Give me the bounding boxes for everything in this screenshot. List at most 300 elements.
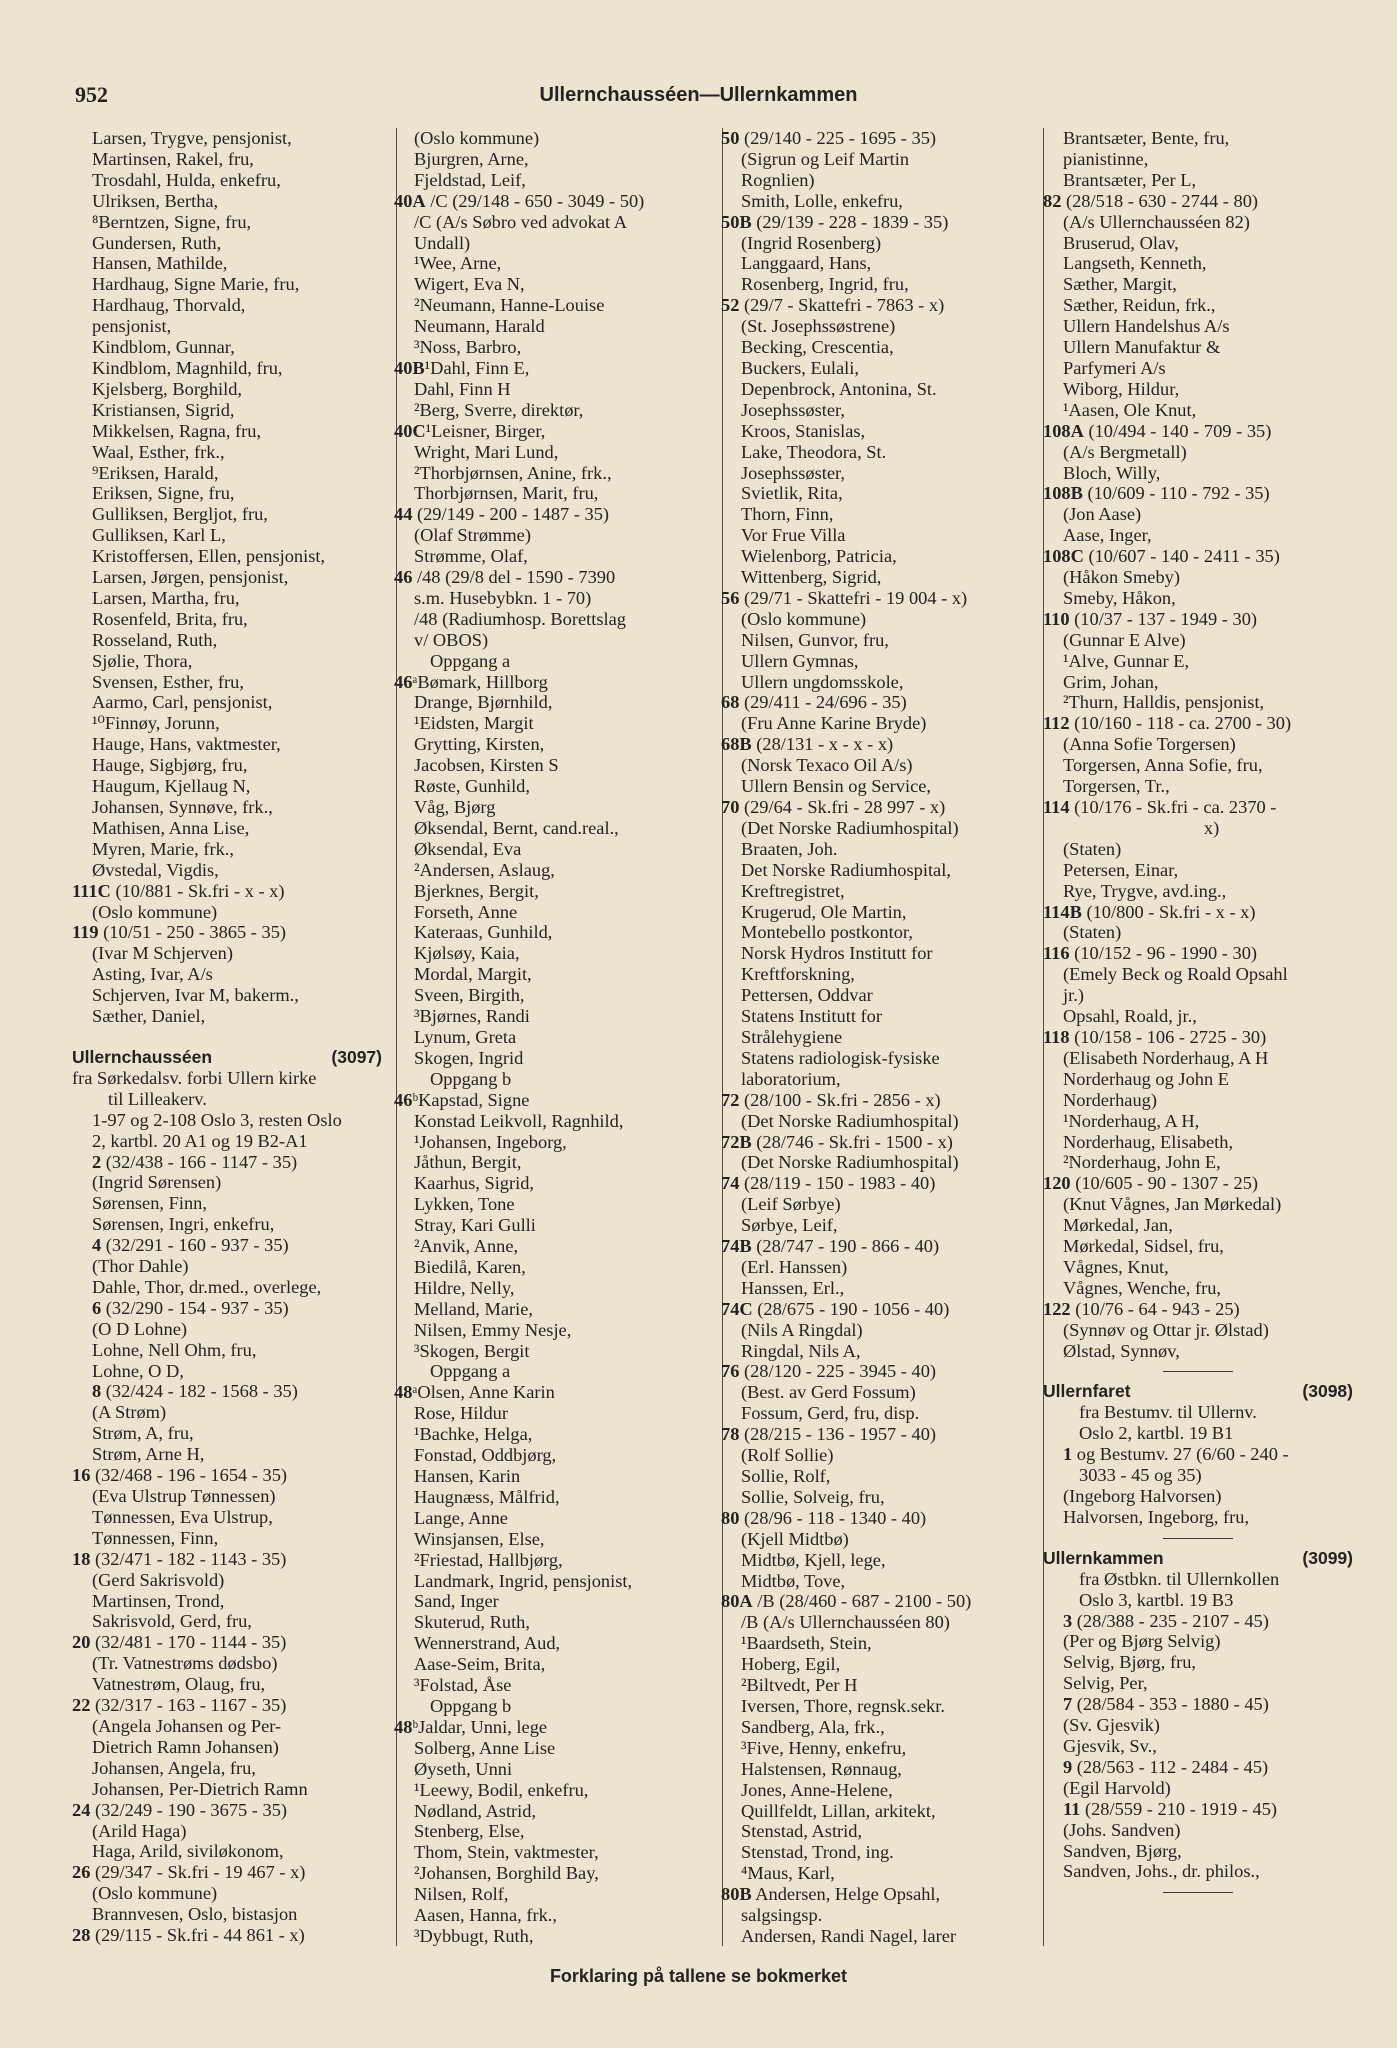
directory-column-4 — [1043, 128, 1353, 1902]
entry-text: Sørensen, Finn, — [92, 1193, 207, 1214]
entry-text: Kreftregistret, — [741, 880, 845, 901]
house-entry — [721, 212, 1031, 233]
directory-line — [72, 316, 382, 337]
entry-text: (Håkon Smeby) — [1063, 567, 1180, 588]
directory-line — [72, 1841, 382, 1862]
entry-text: (Ingeborg Halvorsen) — [1063, 1486, 1222, 1506]
directory-line — [721, 1675, 1031, 1696]
entry-text: Ringdal, Nils A, — [741, 1340, 861, 1361]
directory-line — [721, 421, 1031, 442]
house-entry — [1043, 546, 1353, 567]
directory-line — [394, 734, 704, 755]
entry-text: (Det Norske Radiumhospital) — [741, 817, 959, 838]
directory-line — [72, 672, 382, 693]
directory-line — [721, 1863, 1031, 1884]
directory-line — [394, 1257, 704, 1278]
directory-line — [72, 442, 382, 463]
directory-line — [721, 546, 1031, 567]
house-entry — [72, 1381, 382, 1402]
directory-line — [721, 609, 1031, 630]
directory-line — [72, 1172, 382, 1193]
entry-text: (Anna Sofie Torgersen) — [1063, 734, 1236, 755]
entry-text: Josephssøster, — [741, 399, 845, 420]
directory-line — [1043, 1778, 1353, 1799]
house-entry — [721, 1361, 1031, 1382]
house-number: 50 — [721, 128, 740, 148]
house-number: 11 — [1063, 1798, 1081, 1819]
entry-text: (10/881 - Sk.fri - x - x) — [110, 880, 285, 901]
entry-text: Ølstad, Synnøv, — [1063, 1340, 1180, 1361]
house-entry — [394, 191, 704, 212]
directory-line — [72, 1340, 382, 1361]
house-entry — [1043, 1173, 1353, 1194]
entry-text: (28/120 - 225 - 3945 - 40) — [739, 1361, 937, 1382]
entry-text: (10/607 - 140 - 2411 - 35) — [1083, 546, 1280, 567]
directory-line — [721, 1194, 1031, 1215]
entry-text: /C (A/s Søbro ved advokat A — [414, 211, 628, 232]
house-number: 111C — [72, 880, 111, 901]
directory-line — [394, 797, 704, 818]
directory-line — [394, 1821, 704, 1842]
directory-line — [72, 1737, 382, 1758]
entry-text: Oppgang b — [430, 1695, 512, 1716]
entry-text: Nilsen, Gunvor, fru, — [741, 629, 889, 650]
street-name: Ullernchausséen — [72, 1046, 213, 1067]
entry-text: Svensen, Esther, fru, — [92, 671, 244, 692]
house-number: 1 — [1063, 1444, 1073, 1465]
entry-text: (28/215 - 136 - 1957 - 40) — [739, 1424, 937, 1445]
directory-line — [1043, 755, 1353, 776]
entry-text: Øksendal, Eva — [414, 838, 522, 859]
house-number: 119 — [72, 922, 99, 943]
house-number: 24 — [72, 1799, 91, 1820]
directory-line — [394, 337, 704, 358]
house-number: 110 — [1043, 608, 1070, 629]
street-name: Ullernkammen — [1043, 1547, 1164, 1568]
directory-line — [394, 546, 704, 567]
entry-text: Ullern Handelshus A/s — [1063, 316, 1230, 337]
entry-text: (10/160 - 118 - ca. 2700 - 30) — [1069, 713, 1292, 734]
directory-line — [394, 442, 704, 463]
entry-text: Buckers, Eulali, — [741, 357, 859, 378]
house-number: 48 — [394, 1382, 413, 1403]
entry-text: (10/158 - 106 - 2725 - 30) — [1069, 1026, 1267, 1047]
house-number: 112 — [1043, 713, 1070, 734]
entry-text: (Gunnar E Alve) — [1063, 629, 1186, 650]
house-number: 7 — [1063, 1694, 1073, 1715]
directory-line — [72, 964, 382, 985]
directory-line — [721, 985, 1031, 1006]
entry-text: Røste, Gunhild, — [414, 776, 530, 797]
directory-line — [1043, 881, 1353, 902]
entry-text: laboratorium, — [741, 1068, 841, 1089]
directory-line — [394, 1801, 704, 1822]
directory-line — [721, 818, 1031, 839]
directory-line — [394, 1424, 704, 1445]
entry-text: ¹Aasen, Ole Knut, — [1063, 399, 1197, 420]
directory-line — [72, 1507, 382, 1528]
entry-text: Haga, Arild, siviløkonom, — [92, 1841, 284, 1862]
directory-line — [394, 1341, 704, 1362]
directory-line — [1043, 274, 1353, 295]
directory-column-2 — [394, 128, 704, 1947]
directory-line — [394, 860, 704, 881]
entry-text: ¹⁰Finnøy, Jorunn, — [92, 713, 220, 734]
entry-text: 2, kartbl. 20 A1 og 19 B2-A1 — [92, 1130, 308, 1151]
entry-text: Ulriksen, Bertha, — [92, 190, 219, 211]
entry-text: Solberg, Anne Lise — [414, 1737, 556, 1758]
house-number: 48 — [394, 1716, 413, 1737]
directory-line — [721, 463, 1031, 484]
directory-line — [1043, 1006, 1353, 1027]
house-number: 40A — [394, 190, 426, 211]
house-number: 74C — [721, 1298, 753, 1319]
house-number: 46 — [394, 671, 413, 692]
directory-line — [72, 755, 382, 776]
house-entry — [72, 1925, 382, 1946]
entry-text: (29/140 - 225 - 1695 - 35) — [739, 128, 937, 148]
entry-text: Pettersen, Oddvar — [741, 985, 873, 1006]
house-entry — [721, 1884, 1031, 1905]
directory-line — [394, 1278, 704, 1299]
entry-text: Dietrich Ramn Johansen) — [92, 1736, 279, 1757]
house-entry — [1043, 609, 1353, 630]
entry-text: Hardhaug, Thorvald, — [92, 295, 246, 316]
entry-text: Montebello postkontor, — [741, 922, 913, 943]
directory-line — [72, 902, 382, 923]
directory-line — [394, 1926, 704, 1947]
directory-line — [721, 1905, 1031, 1926]
entry-text: (Oslo kommune) — [92, 1883, 218, 1904]
directory-line — [72, 170, 382, 191]
entry-text: ³Folstad, Åse — [414, 1675, 512, 1696]
entry-text: Asting, Ivar, A/s — [92, 964, 213, 985]
entry-text: ᵇJaldar, Unni, lege — [412, 1716, 548, 1737]
entry-text: (Egil Harvold) — [1063, 1777, 1171, 1798]
directory-line — [394, 1905, 704, 1926]
directory-line — [72, 1110, 382, 1131]
directory-line — [72, 1006, 382, 1027]
entry-text: Vor Frue Villa — [741, 525, 846, 546]
entry-text: Stenstad, Astrid, — [741, 1821, 863, 1842]
entry-text: (32/471 - 182 - 1143 - 35) — [90, 1548, 287, 1569]
directory-line — [394, 1529, 704, 1550]
house-entry — [1043, 483, 1353, 504]
entry-text: (32/438 - 166 - 1147 - 35) — [101, 1151, 298, 1172]
entry-text: Lake, Theodora, St. — [741, 441, 887, 462]
entry-text: pensjonist, — [92, 316, 172, 337]
directory-line — [721, 630, 1031, 651]
directory-line — [72, 1361, 382, 1382]
directory-line — [1043, 170, 1353, 191]
directory-line — [1043, 253, 1353, 274]
entry-text: Aase-Seim, Brita, — [414, 1654, 546, 1675]
directory-line — [394, 630, 704, 651]
entry-text: (Det Norske Radiumhospital) — [741, 1110, 959, 1131]
directory-line — [721, 902, 1031, 923]
entry-text: Nødland, Astrid, — [414, 1800, 537, 1821]
entry-text: (O D Lohne) — [92, 1318, 187, 1339]
house-entry — [394, 672, 704, 693]
entry-text: (28/119 - 150 - 1983 - 40) — [739, 1173, 936, 1194]
directory-line — [72, 463, 382, 484]
house-entry — [394, 1382, 704, 1403]
entry-text: (10/800 - Sk.fri - x - x) — [1081, 901, 1256, 922]
directory-line — [72, 421, 382, 442]
entry-text: Schjerven, Ivar M, bakerm., — [92, 985, 299, 1006]
directory-line — [721, 713, 1031, 734]
directory-line — [1043, 588, 1353, 609]
house-number: 4 — [92, 1235, 102, 1256]
entry-text: ³Noss, Barbro, — [414, 337, 522, 358]
entry-text: ¹Alve, Gunnar E, — [1063, 650, 1190, 671]
entry-text: Ullern Manufaktur & — [1063, 337, 1221, 358]
entry-text: Gjesvik, Sv., — [1063, 1735, 1157, 1756]
entry-text: Norderhaug) — [1063, 1089, 1157, 1110]
directory-line — [72, 860, 382, 881]
entry-text: Smith, Lolle, enkefru, — [741, 190, 903, 211]
entry-text: (10/494 - 140 - 709 - 35) — [1083, 420, 1272, 441]
entry-text: (Eva Ulstrup Tønnessen) — [92, 1486, 276, 1506]
entry-text: Halstensen, Rønnaug, — [741, 1758, 902, 1779]
entry-text: (28/563 - 112 - 2484 - 45) — [1072, 1756, 1269, 1777]
directory-line — [72, 630, 382, 651]
entry-text: Hildre, Nelly, — [414, 1277, 515, 1298]
entry-text: ²Andersen, Aslaug, — [414, 859, 555, 880]
entry-text: Vatnestrøm, Olaug, fru, — [92, 1674, 266, 1695]
entry-text: ⁸Berntzen, Signe, fru, — [92, 211, 252, 232]
directory-line — [1043, 1090, 1353, 1111]
directory-line — [394, 274, 704, 295]
directory-line — [394, 1361, 704, 1382]
directory-line — [1043, 734, 1353, 755]
directory-line — [394, 483, 704, 504]
entry-text: Kreftforskning, — [741, 964, 855, 985]
directory-line — [394, 1466, 704, 1487]
directory-line — [721, 1801, 1031, 1822]
entry-text: jr.) — [1063, 985, 1084, 1006]
directory-line — [721, 1382, 1031, 1403]
directory-line — [721, 1111, 1031, 1132]
entry-text: (32/468 - 196 - 1654 - 35) — [90, 1465, 288, 1486]
entry-text: 3033 - 45 og 35) — [1079, 1465, 1202, 1486]
entry-text: Skuterud, Ruth, — [414, 1612, 530, 1633]
house-number: 3 — [1063, 1610, 1073, 1631]
house-number: 68B — [721, 734, 752, 755]
entry-text: Rosenberg, Ingrid, fru, — [741, 274, 909, 295]
entry-text: Smeby, Håkon, — [1063, 587, 1176, 608]
entry-text: (Norsk Texaco Oil A/s) — [741, 755, 913, 776]
entry-text: Oppgang a — [430, 650, 511, 671]
directory-line — [72, 295, 382, 316]
directory-line — [72, 253, 382, 274]
entry-text: Landmark, Ingrid, pensjonist, — [414, 1570, 633, 1591]
directory-line — [1043, 839, 1353, 860]
directory-line — [394, 1006, 704, 1027]
directory-line — [721, 964, 1031, 985]
entry-text: Stenstad, Trond, ing. — [741, 1842, 894, 1863]
house-entry — [721, 588, 1031, 609]
entry-text: Larsen, Jørgen, pensjonist, — [92, 567, 289, 588]
entry-text: Andersen, Helge Opsahl, — [751, 1884, 941, 1905]
directory-column-3 — [721, 128, 1031, 1947]
entry-text: Grim, Johan, — [1063, 671, 1159, 692]
house-number: 116 — [1043, 943, 1070, 964]
house-entry — [72, 1152, 382, 1173]
entry-text: Undall) — [414, 232, 471, 253]
entry-text: Oppgang a — [430, 1361, 511, 1382]
directory-line — [72, 274, 382, 295]
directory-line — [1043, 233, 1353, 254]
directory-line — [394, 149, 704, 170]
entry-text: Parfymeri A/s — [1063, 357, 1166, 378]
entry-text: Larsen, Trygve, pensjonist, — [92, 128, 292, 148]
directory-line — [721, 1048, 1031, 1069]
entry-text: (Ivar M Schjerven) — [92, 943, 233, 964]
entry-text: ²Norderhaug, John E, — [1063, 1152, 1221, 1173]
directory-line — [72, 1779, 382, 1800]
directory-line — [394, 922, 704, 943]
entry-text: fra Sørkedalsv. forbi Ullern kirke — [72, 1067, 317, 1088]
house-entry — [1043, 1611, 1353, 1632]
directory-line — [721, 1027, 1031, 1048]
entry-text: (A/s Ullernchausséen 82) — [1063, 211, 1250, 232]
directory-line — [1043, 630, 1353, 651]
entry-text: (Leif Sørbye) — [741, 1194, 841, 1215]
directory-line — [721, 316, 1031, 337]
entry-text: (Sigrun og Leif Martin — [741, 148, 910, 169]
entry-text: Lohne, Nell Ohm, fru, — [92, 1339, 257, 1360]
entry-text: (Det Norske Radiumhospital) — [741, 1152, 959, 1173]
entry-text: (Staten) — [1063, 838, 1122, 859]
entry-text: (29/64 - Sk.fri - 28 997 - x) — [739, 797, 946, 817]
house-number: 72B — [721, 1131, 752, 1152]
house-entry — [1043, 421, 1353, 442]
directory-line — [394, 128, 704, 149]
directory-line — [1043, 463, 1353, 484]
directory-line — [394, 1487, 704, 1508]
entry-text: (29/139 - 228 - 1839 - 35) — [751, 211, 949, 232]
entry-text: Stray, Kari Gulli — [414, 1215, 536, 1236]
directory-line — [1043, 1465, 1353, 1486]
house-entry — [1043, 1757, 1353, 1778]
directory-line — [394, 1027, 704, 1048]
house-entry — [72, 1465, 382, 1486]
house-number: 70 — [721, 797, 740, 817]
entry-text: ³Dybbugt, Ruth, — [414, 1925, 534, 1946]
entry-text: Rose, Hildur — [414, 1403, 508, 1424]
directory-line — [1043, 651, 1353, 672]
directory-line — [721, 1529, 1031, 1550]
directory-line — [721, 651, 1031, 672]
directory-line — [394, 985, 704, 1006]
house-entry — [1043, 191, 1353, 212]
house-entry — [721, 1299, 1031, 1320]
house-entry — [1043, 1799, 1353, 1820]
entry-text: (Tr. Vatnestrøms dødsbo) — [92, 1653, 278, 1674]
entry-text: ²Friestad, Hallbjørg, — [414, 1549, 563, 1570]
house-number: 76 — [721, 1361, 740, 1382]
directory-line — [721, 860, 1031, 881]
house-entry — [72, 1800, 382, 1821]
directory-line — [394, 902, 704, 923]
entry-text: Sollie, Solveig, fru, — [741, 1486, 885, 1507]
directory-line — [1043, 922, 1353, 943]
entry-text: Sandven, Johs., dr. philos., — [1063, 1861, 1260, 1882]
entry-text: Sand, Inger — [414, 1591, 499, 1612]
directory-line — [72, 1256, 382, 1277]
directory-line — [72, 1277, 382, 1298]
entry-text: Sørbye, Leif, — [741, 1215, 838, 1236]
entry-text: Hanssen, Erl., — [741, 1277, 845, 1298]
entry-text: ¹Johansen, Ingeborg, — [414, 1131, 567, 1152]
directory-line — [394, 525, 704, 546]
entry-text: Bruserud, Olav, — [1063, 232, 1179, 253]
entry-text: Thom, Stein, vaktmester, — [414, 1842, 599, 1863]
entry-text: ²Thurn, Halldis, pensjonist, — [1063, 692, 1265, 713]
entry-text: Fossum, Gerd, fru, disp. — [741, 1403, 920, 1424]
directory-line — [721, 839, 1031, 860]
entry-text: Myren, Marie, frk., — [92, 838, 234, 859]
house-entry — [721, 1090, 1031, 1111]
directory-line — [394, 1550, 704, 1571]
house-number: 44 — [394, 504, 413, 525]
entry-text: (Ingrid Sørensen) — [92, 1172, 222, 1193]
directory-line — [394, 1048, 704, 1069]
entry-text: (28/584 - 353 - 1880 - 45) — [1072, 1694, 1269, 1715]
directory-line — [1043, 1486, 1353, 1507]
directory-line — [721, 1696, 1031, 1717]
entry-text: Ullern Bensin og Service, — [741, 776, 931, 797]
directory-line — [1043, 1590, 1353, 1611]
running-header: Ullernchausséen—Ullernkammen — [539, 84, 858, 106]
directory-line — [72, 943, 382, 964]
entry-text: Neumann, Harald — [414, 316, 545, 337]
directory-line — [72, 525, 382, 546]
directory-line — [72, 191, 382, 212]
house-number: 74B — [721, 1236, 752, 1257]
street-heading — [1043, 1381, 1353, 1402]
directory-line — [1043, 212, 1353, 233]
directory-line — [721, 1738, 1031, 1759]
directory-line — [72, 1444, 382, 1465]
house-entry — [394, 504, 704, 525]
house-entry — [394, 421, 704, 442]
directory-line — [394, 1633, 704, 1654]
directory-line — [721, 1006, 1031, 1027]
house-entry — [721, 1591, 1031, 1612]
directory-line — [394, 1111, 704, 1132]
directory-line — [1043, 776, 1353, 797]
entry-text: (Olaf Strømme) — [414, 525, 531, 546]
house-entry — [72, 1235, 382, 1256]
entry-text: ¹Baardseth, Stein, — [741, 1633, 872, 1654]
house-number: 6 — [92, 1297, 102, 1318]
directory-line — [721, 337, 1031, 358]
directory-line — [72, 379, 382, 400]
entry-text: Dahle, Thor, dr.med., overlege, — [92, 1276, 322, 1297]
entry-text: ⁹Eriksen, Harald, — [92, 462, 219, 483]
directory-line — [721, 170, 1031, 191]
directory-line — [72, 776, 382, 797]
entry-text: Jåthun, Bergit, — [414, 1152, 522, 1173]
entry-text: ³Five, Henny, enkefru, — [741, 1737, 907, 1758]
directory-line — [72, 839, 382, 860]
entry-text: (10/605 - 90 - 1307 - 25) — [1070, 1173, 1259, 1194]
entry-text: Johansen, Angela, fru, — [92, 1757, 256, 1778]
entry-text: (10/51 - 250 - 3865 - 35) — [98, 922, 287, 943]
section-divider — [1163, 1892, 1233, 1893]
